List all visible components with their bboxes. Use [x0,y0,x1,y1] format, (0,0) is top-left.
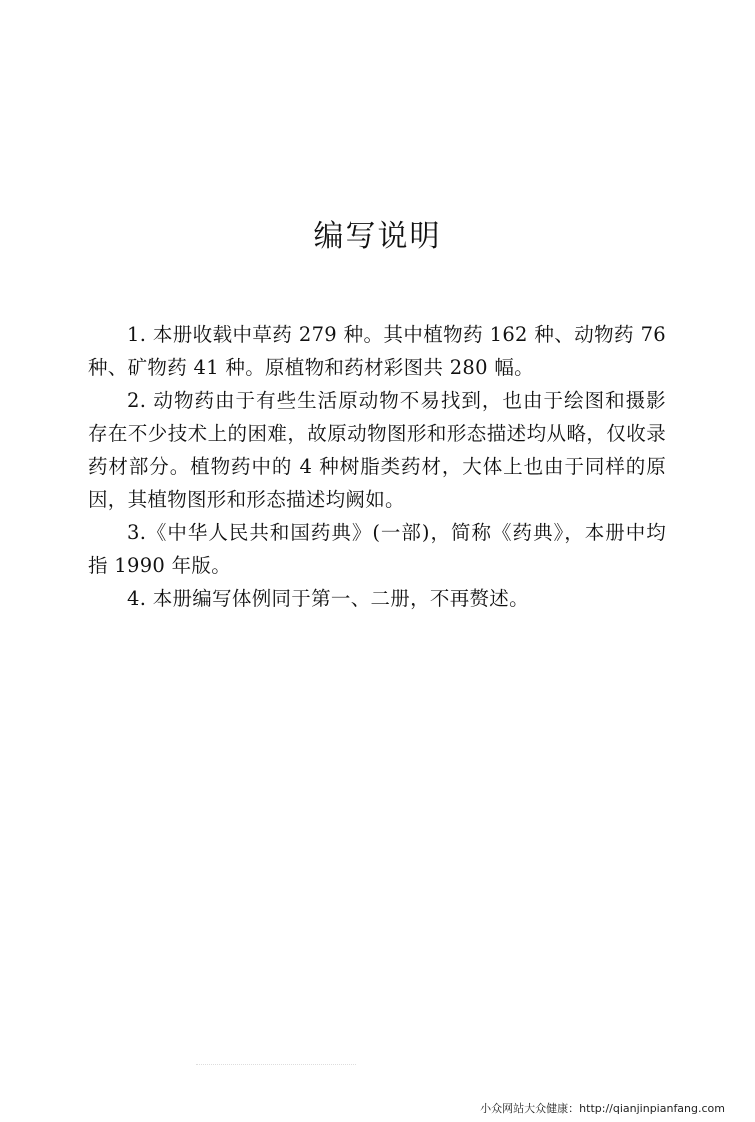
paragraph-4: 4. 本册编写体例同于第一、二册，不再赘述。 [127,587,529,610]
body-text [88,318,666,615]
paragraph-1: 1. 本册收载中草药 279 种。其中植物药 162 种、动物药 76 种、矿物药 41 种。原植物和药材彩图共 280 幅。 [88,323,666,379]
scan-artifact [196,1064,356,1071]
paragraph-2: 2. 动物药由于有些生活原动物不易找到，也由于绘图和摄影存在不少技术上的困难，故原动物图形和形态描述均从略，仅收录药材部分。植物药中的 4 种树脂类药材，大体上也由于同样的原因，其植物图形和形态描述均阙如。 [88,389,666,511]
paragraph-3: 3.《中华人民共和国药典》(一部)，简称《药典》，本册中均指 1990 年版。 [88,521,666,577]
page-title: 编写说明 [313,219,442,254]
watermark-text: 小众网站大众健康：http://qianjinpianfang.com [480,1102,725,1115]
